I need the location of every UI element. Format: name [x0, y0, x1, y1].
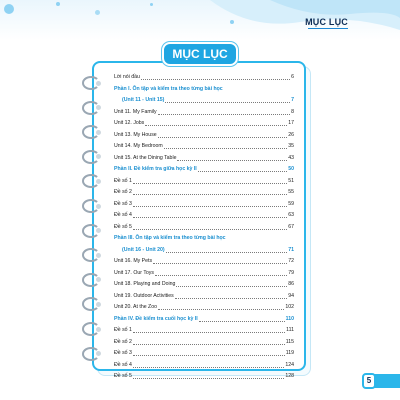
toc-entry — [114, 118, 294, 130]
page-number: 5 — [362, 373, 376, 389]
toc-entry-page: 94 — [288, 292, 294, 299]
toc-entry-label: Phần IV. Đề kiểm tra cuối học kỳ II — [114, 315, 198, 322]
bubble-decoration — [95, 10, 100, 15]
toc-entry — [114, 153, 294, 165]
header-tag: MỤC LỤC — [305, 17, 348, 27]
toc-entry-label: Đề số 3 — [114, 200, 132, 207]
toc-entry-page: 128 — [285, 373, 294, 379]
toc-entry-label: Unit 18. Playing and Doing — [114, 281, 176, 287]
toc-entry-label: Unit 14. My Bedroom — [114, 143, 163, 149]
toc-entry-page: 71 — [288, 246, 294, 253]
toc-entry-label: Đề số 2 — [114, 189, 132, 195]
dot-leader — [175, 298, 287, 299]
toc-entry-label: Phần II. Đề kiểm tra giữa học kỳ II — [114, 166, 197, 172]
toc-entry-label: Phần III. Ôn tập và kiểm tra theo từng bài học — [114, 235, 226, 241]
binding-hole — [96, 327, 101, 332]
toc-entry-label: Unit 15. At the Dining Table — [114, 154, 177, 161]
dot-leader — [133, 378, 284, 379]
toc-entry-page: 86 — [288, 281, 294, 287]
toc-entry — [114, 314, 294, 326]
toc-entry — [114, 222, 294, 234]
toc-entry-label: Unit 19. Outdoor Activities — [114, 292, 174, 299]
toc-entry-page: 51 — [288, 177, 294, 184]
toc-entry — [114, 279, 294, 291]
toc-entry — [114, 187, 294, 199]
toc-entry — [114, 268, 294, 280]
toc-entry-page: 124 — [285, 361, 294, 368]
toc-entry-page: 111 — [286, 327, 294, 333]
toc-entry — [114, 302, 294, 314]
dot-leader — [158, 114, 290, 115]
dot-leader — [133, 217, 287, 218]
toc-entry — [114, 72, 294, 84]
toc-entry — [114, 84, 294, 96]
binding-hole — [96, 204, 101, 209]
dot-leader — [133, 332, 285, 333]
toc-entry-label: (Unit 16 - Unit 20) — [122, 246, 165, 253]
toc-entry-page: 79 — [288, 269, 294, 276]
dot-leader — [158, 309, 284, 310]
toc-title: MỤC LỤC — [162, 42, 238, 66]
toc-entry-page: 115 — [285, 338, 294, 345]
top-decoration — [0, 0, 400, 40]
dot-leader — [166, 252, 287, 253]
dot-leader — [165, 102, 290, 103]
dot-leader — [133, 206, 287, 207]
bubble-decoration — [4, 4, 14, 14]
toc-entry — [114, 325, 294, 337]
toc-entry-label: Đề số 4 — [114, 361, 132, 368]
toc-entry-page: 35 — [288, 143, 294, 149]
header-underline — [308, 28, 348, 29]
toc-entry — [114, 371, 294, 383]
dot-leader — [177, 160, 287, 161]
dot-leader — [133, 194, 287, 195]
toc-entry — [114, 141, 294, 153]
toc-entry-page: 119 — [285, 350, 294, 356]
toc-entry-page: 6 — [291, 74, 294, 80]
toc-entry-page: 55 — [288, 189, 294, 195]
dot-leader — [133, 355, 285, 356]
toc-entry — [114, 233, 294, 245]
toc-entry-label: Đề số 1 — [114, 177, 132, 184]
binding-hole — [96, 179, 101, 184]
toc-entry-label: (Unit 11 - Unit 15) — [122, 97, 165, 103]
toc-entry — [114, 256, 294, 268]
toc-entry-label: Unit 16. My Pets — [114, 258, 153, 264]
toc-entry-label: Unit 12. Jobs — [114, 120, 145, 126]
toc-entry — [114, 360, 294, 372]
binding-hole — [96, 302, 101, 307]
toc-entry-label: Unit 17. Our Toys — [114, 269, 154, 276]
toc-entry-page: 67 — [288, 223, 294, 230]
toc-entry-page: 59 — [288, 200, 294, 207]
dot-leader — [176, 286, 287, 287]
toc-entry-page: 102 — [285, 304, 294, 310]
toc-entry-label: Đề số 5 — [114, 373, 132, 379]
dot-leader — [198, 171, 287, 172]
toc-entry — [114, 245, 294, 257]
toc-entry-page: 26 — [288, 131, 294, 138]
toc-entry-label: Unit 20. At the Zoo — [114, 304, 157, 310]
dot-leader — [158, 137, 287, 138]
bubble-decoration — [150, 3, 153, 6]
dot-leader — [133, 344, 285, 345]
dot-leader — [141, 79, 290, 80]
toc-entry-label: Lời nói đầu — [114, 74, 140, 80]
toc-entry — [114, 130, 294, 142]
toc-entry-label: Phần I. Ôn tập và kiểm tra theo từng bài học — [114, 85, 223, 92]
table-of-contents — [114, 72, 294, 383]
toc-entry-page: 72 — [288, 258, 294, 264]
toc-entry-label: Unit 11. My Family — [114, 108, 157, 115]
dot-leader — [155, 275, 287, 276]
toc-entry-label: Unit 13. My House — [114, 131, 157, 138]
toc-entry — [114, 348, 294, 360]
toc-entry-page: 17 — [288, 120, 294, 126]
toc-entry-label: Đề số 1 — [114, 327, 132, 333]
binding-hole — [96, 81, 101, 86]
toc-entry-label: Đề số 4 — [114, 212, 132, 218]
binding-hole — [96, 253, 101, 258]
toc-entry — [114, 107, 294, 119]
dot-leader — [133, 229, 287, 230]
toc-entry — [114, 95, 294, 107]
dot-leader — [133, 183, 287, 184]
toc-entry — [114, 176, 294, 188]
toc-entry — [114, 210, 294, 222]
dot-leader — [153, 263, 287, 264]
toc-entry-page: 63 — [288, 212, 294, 218]
binding-hole — [96, 130, 101, 135]
dot-leader — [164, 148, 287, 149]
toc-entry-page: 8 — [291, 108, 294, 115]
toc-entry-page: 7 — [291, 97, 294, 103]
toc-entry-label: Đề số 2 — [114, 338, 132, 345]
dot-leader — [133, 367, 284, 368]
toc-entry — [114, 164, 294, 176]
dot-leader — [199, 321, 285, 322]
toc-entry-label: Đề số 3 — [114, 350, 132, 356]
toc-entry-page: 110 — [285, 315, 294, 322]
toc-entry — [114, 337, 294, 349]
toc-entry-page: 43 — [288, 154, 294, 161]
toc-entry — [114, 199, 294, 211]
dot-leader — [145, 125, 287, 126]
bubble-decoration — [56, 2, 60, 6]
toc-entry-label: Đề số 5 — [114, 223, 132, 230]
toc-entry — [114, 291, 294, 303]
toc-entry-page: 50 — [288, 166, 294, 172]
